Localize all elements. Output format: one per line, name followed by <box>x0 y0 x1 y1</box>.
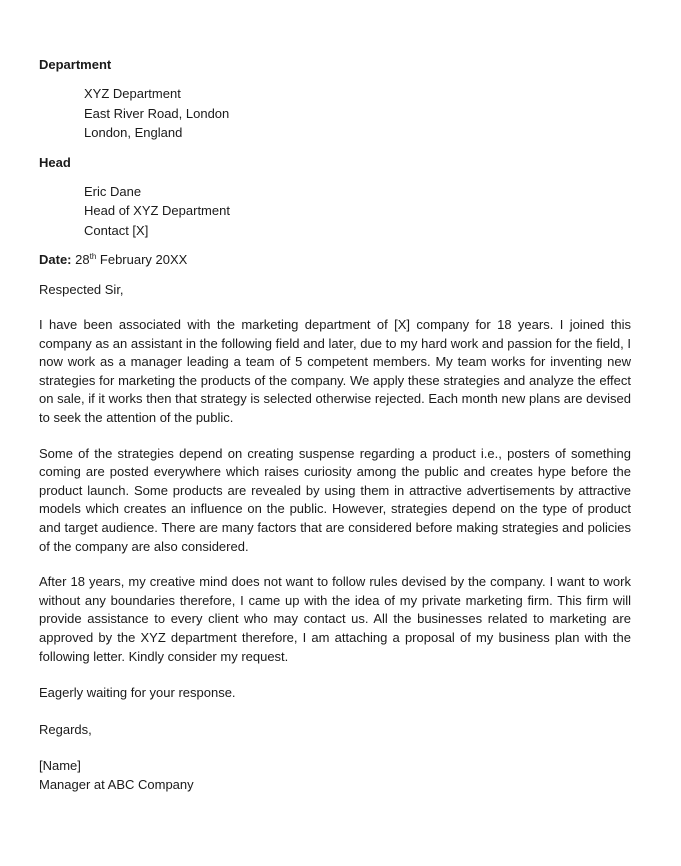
head-line: Contact [X] <box>84 222 149 238</box>
date-line <box>39 250 631 269</box>
head-line: Head of XYZ Department <box>84 203 230 219</box>
closing-line: Eagerly waiting for your response. <box>39 685 236 701</box>
body-paragraph-1: I have been associated with the marketing department of [X] company for 18 years. I joined this company as an assistant in the following field and later, due to my hard work and passion for the field, I now work as a manager leading a team of 5 competent members. My team works for inventing new strategies for marketing the products of the company. We apply these strategies and analyze the effect on sale, if it works then that strategy is selected otherwise rejected. Each month new plans are devised to seek the attention of the public. <box>39 317 631 426</box>
date-label: Date: <box>39 252 72 268</box>
department-heading: Department <box>39 57 112 72</box>
body-paragraph-3: After 18 years, my creative mind does not want to follow rules devised by the company. I want to work without any boundaries therefore, I came up with the idea of my private marketing firm. This firm will provide assistance to every client who may contact us. All the businesses related to marketing are approved by the XYZ department therefore, I am attaching a proposal of my business plan with the following letter. Kindly consider my request. <box>39 574 631 664</box>
salutation: Respected Sir, <box>39 281 124 297</box>
signature-name: [Name] <box>39 757 81 773</box>
department-line: XYZ Department <box>84 86 181 102</box>
regards: Regards, <box>39 721 92 737</box>
date-day: 28 <box>75 252 90 268</box>
department-line: London, England <box>84 125 183 141</box>
department-line: East River Road, London <box>84 105 230 121</box>
signature-title: Manager at ABC Company <box>39 777 194 793</box>
date-rest: February 20XX <box>99 252 188 268</box>
letter <box>39 55 631 795</box>
head-line: Eric Dane <box>84 184 142 200</box>
head-heading: Head <box>39 154 71 170</box>
date-suffix: th <box>89 252 97 262</box>
body-paragraph-2: Some of the strategies depend on creating suspense regarding a product i.e., posters of something coming are posted everywhere which raises curiosity among the public and creates hype before the product launch. Some products are revealed by using them in attractive advertisements by attractive models which creates an influence on the public. However, strategies depend on the type of product and target audience. There are many factors that are considered before making strategies and policies of the company are also considered. <box>39 445 631 554</box>
